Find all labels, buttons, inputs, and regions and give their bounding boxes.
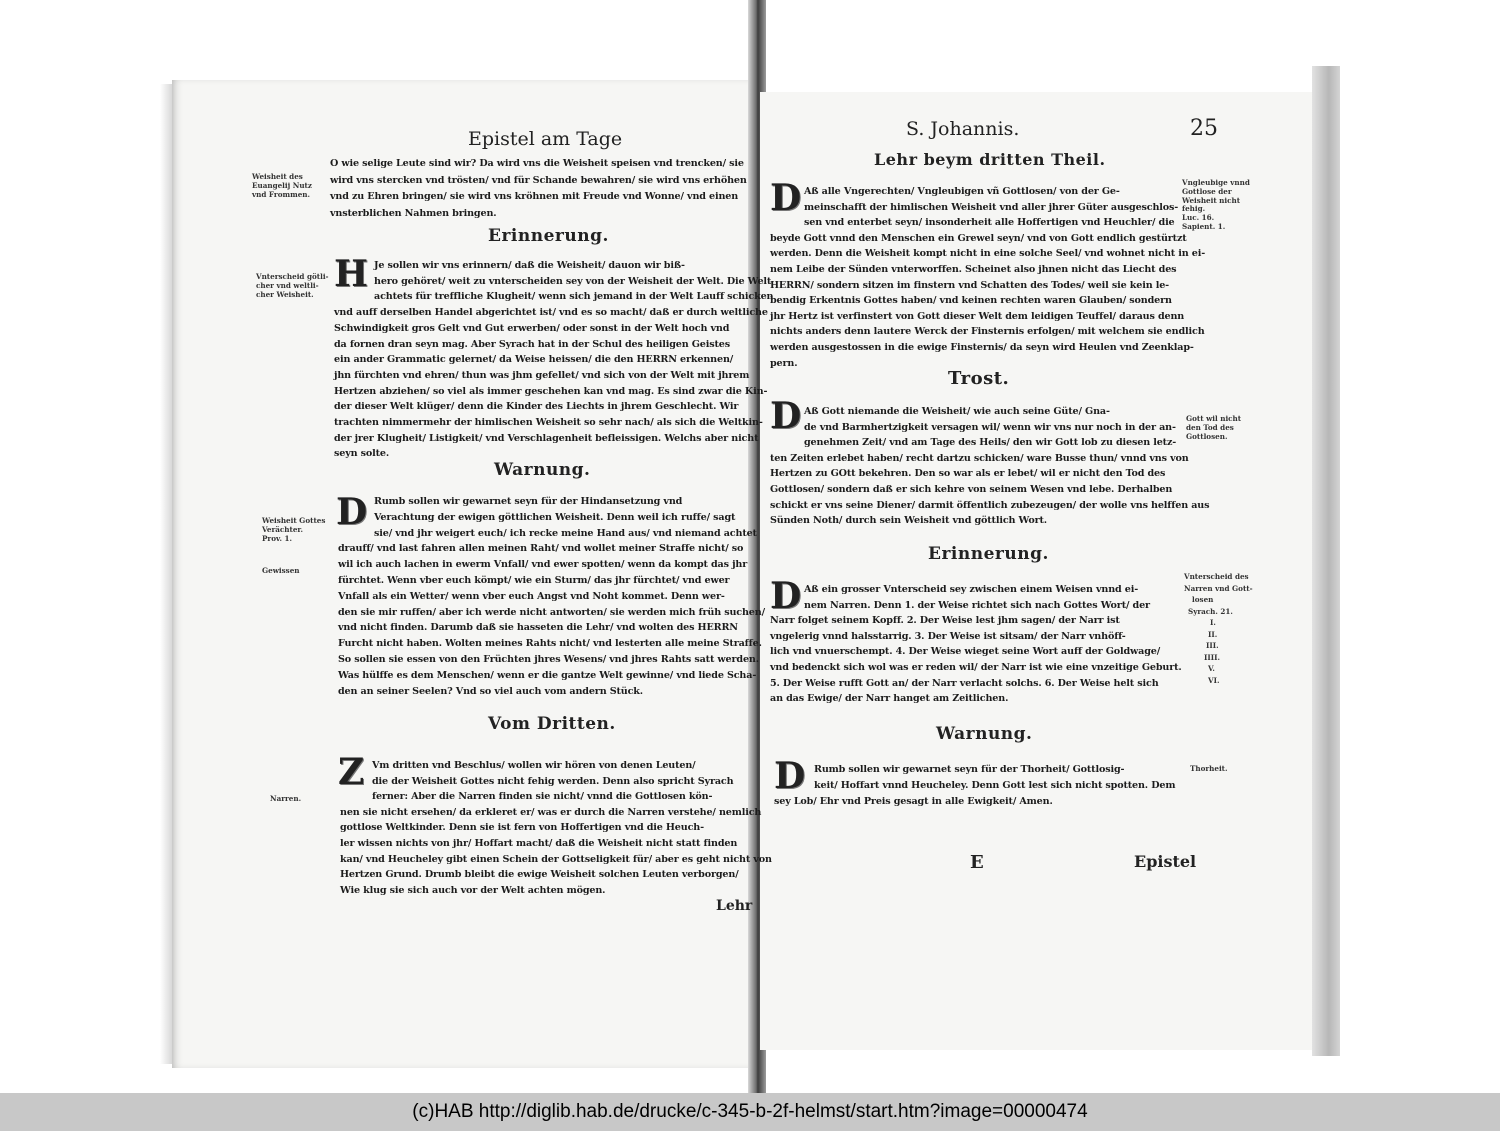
text-line: lich vnd vnuerschempt. 4. Der Weise wieget seine Wort auff der Goldwage/ xyxy=(770,646,1161,658)
text-line: nem Narren. Denn 1. der Weise richtet sich nach Gottes Wort/ der xyxy=(804,599,1150,611)
text-line: den sie mir ruffen/ aber ich werde nicht antworten/ sie werden mich früh suchen/ xyxy=(338,606,765,618)
margin-note-line: cher vnd weltli- xyxy=(256,281,319,290)
margin-note-line: cher Weisheit. xyxy=(256,290,314,299)
text-line: ferner: Aber die Narren finden sie nicht/ vnnd die Gottlosen kön- xyxy=(372,791,713,803)
margin-note-line: VI. xyxy=(1208,675,1220,685)
left-initial-d: D xyxy=(336,491,368,533)
text-line: achtets für treffliche Klugheit/ wenn sich jemand in der Welt Lauff schicken xyxy=(374,291,774,303)
left-note-narren: Narren. xyxy=(270,794,302,803)
right-note-thorheit: Thorheit. xyxy=(1190,764,1228,773)
text-line: Narr folget seinem Kopff. 2. Der Weise lest jhm sagen/ der Narr ist xyxy=(770,615,1120,627)
margin-note-line: Gottlose der xyxy=(1182,186,1232,196)
text-line: O wie selige Leute sind wir? Da wird vns die Weisheit speisen vnd trencken/ sie xyxy=(330,158,744,169)
text-line: Vm dritten vnd Beschlus/ wollen wir hören von denen Leuten/ xyxy=(372,760,696,771)
right-initial-d1: D xyxy=(770,177,802,219)
right-initial-d4: D xyxy=(774,755,806,797)
right-heading-erinnerung: Erinnerung. xyxy=(928,544,1049,564)
left-running-head: Epistel am Tage xyxy=(468,128,623,150)
text-line: seyn solte. xyxy=(334,448,390,460)
text-line: vnd bedenckt sich wol was er reden wil/ der Narr ist wie eine vnzeitige Geburt. xyxy=(770,662,1182,673)
margin-note-line: V. xyxy=(1208,664,1215,673)
right-signature-mark: E xyxy=(970,852,984,873)
margin-note-line: Sapient. 1. xyxy=(1182,222,1226,231)
text-line: 5. Der Weise rufft Gott an/ der Narr verlacht solchs. 6. Der Weise helt sich xyxy=(770,677,1159,689)
text-line: Schwindigkeit gros Gelt vnd Gut erwerben/ oder sonst in der Welt hoch vnd xyxy=(334,322,730,334)
left-heading-warnung: Warnung. xyxy=(494,460,591,480)
text-line: der dieser Welt klüger/ denn die Kinder des Liechts in jhrem Geschlecht. Wir xyxy=(334,401,739,413)
left-note-gewissen: Gewissen xyxy=(262,566,300,575)
text-line: pern. xyxy=(770,357,798,369)
text-line: nen sie nicht ersehen/ da erkleret er/ was er durch die Narren verstehe/ nemlich xyxy=(340,806,762,818)
margin-note-line: Narren vnd Gott- xyxy=(1184,583,1253,593)
text-line: Was hülffe es dem Menschen/ wenn er die gantze Welt gewinne/ vnd liede Scha- xyxy=(338,669,757,681)
text-line: vnd nicht finden. Darumb daß sie hasseten die Lehr/ vnd wolten des HERRN xyxy=(338,622,738,634)
text-line: nichts anders denn lautere Werck der Finsternis erfolgen/ mit welchem sie endlich xyxy=(770,326,1205,338)
text-line: da fornen dran seyn mag. Aber Syrach hat in der Schul des heiligen Geistes xyxy=(334,338,730,350)
right-heading-trost: Trost. xyxy=(948,368,1010,389)
text-line: vnd zu Ehren bringen/ sie wird vns kröhnen mit Freude vnd Wonne/ vnd einen xyxy=(330,191,739,202)
right-page-edge xyxy=(1312,66,1340,1056)
text-line: hero gehöret/ weit zu vnterscheiden sey von der Weisheit der Welt. Die Welt xyxy=(374,275,772,287)
text-line: werden. Denn die Weisheit kompt nicht in eine solche Seel/ vnd wohnet nicht in ei- xyxy=(770,248,1206,260)
margin-note-line: IIII. xyxy=(1204,652,1220,662)
text-line: ler wissen nichts von jhr/ Hoffart macht/ daß die Weisheit nicht statt finden xyxy=(340,838,738,849)
text-line: Sünden Noth/ durch sein Weisheit vnd göttlich Wort. xyxy=(770,515,1047,527)
archive-credit-footer xyxy=(0,1093,1500,1131)
text-line: wird vns stercken vnd trösten/ vnd für Schande bewahren/ sie wird vns erhöhen xyxy=(330,174,747,186)
margin-note-line: losen xyxy=(1192,595,1214,604)
text-line: an das Ewige/ der Narr hanget am Zeitlichen. xyxy=(770,693,1009,705)
text-line: keit/ Hoffart vnnd Heucheley. Denn Gott lest sich nicht spotten. Dem xyxy=(814,779,1176,791)
text-line: HERRN/ sondern sitzen im finstern vnd Schatten des Todes/ weil sie kein le- xyxy=(770,279,1169,291)
margin-note-line: Vnterscheid götli- xyxy=(256,272,329,281)
text-line: fürchtet. Wenn vber euch kömpt/ wie ein Sturm/ das jhr fürchtet/ vnd ewer xyxy=(338,575,730,586)
margin-note-line: Gottlosen. xyxy=(1186,432,1228,441)
left-initial-h: H xyxy=(334,253,369,295)
margin-note-line: Verächter. xyxy=(262,525,304,534)
margin-note-line: Weisheit des xyxy=(252,172,303,181)
text-line: sen vnd enterbet seyn/ insonderheit alle Hoffertigen vnd Heuchler/ die xyxy=(804,217,1175,229)
margin-note-line: Gott wil nicht xyxy=(1186,414,1242,423)
text-line: genehmen Zeit/ vnd am Tage des Heils/ den wir Gott lob zu diesen letz- xyxy=(804,437,1177,449)
text-line: Aß ein grosser Vnterscheid sey zwischen einem Weisen vnnd ei- xyxy=(804,584,1139,595)
margin-note-line: II. xyxy=(1208,629,1218,639)
margin-note-line: Vngleubige vnnd xyxy=(1182,178,1250,187)
text-line: wil ich auch lachen in ewerm Vnfall/ vnd ewer spotten/ wenn da kompt das jhr xyxy=(338,559,748,571)
text-line: vngelerig vnnd halsstarrig. 3. Der Weise ist sitsam/ der Narr vnhöff- xyxy=(770,630,1126,642)
text-line: ein ander Grammatic gelernet/ da Weise heissen/ die den HERRN erkennen/ xyxy=(334,354,734,366)
right-initial-d3: D xyxy=(770,575,802,617)
right-page-number: 25 xyxy=(1190,116,1218,141)
margin-note-line: den Tod des xyxy=(1186,423,1234,432)
text-line: So sollen sie essen von den Früchten jhres Wesens/ vnd jhres Rahts satt werden. xyxy=(338,654,759,665)
margin-note-line: Weisheit nicht xyxy=(1182,195,1241,205)
text-line: sie/ vnd jhr weigert euch/ ich recke meine Hand aus/ vnd niemand achtet xyxy=(374,527,757,539)
text-line: Je sollen wir vns erinnern/ daß die Weisheit/ dauon wir biß- xyxy=(374,260,685,271)
text-line: vnd auff derselben Handel abgerichtet ist/ vnd es so macht/ daß er durch weltliche xyxy=(334,307,768,319)
right-initial-d2: D xyxy=(770,395,802,437)
margin-note-line: fehig. xyxy=(1182,204,1206,214)
margin-note-line: I. xyxy=(1210,618,1216,627)
left-heading-vom-dritten: Vom Dritten. xyxy=(488,714,616,734)
text-line: nem Leibe der Sünden vnterworffen. Scheinet also jhnen nicht das Liecht des xyxy=(770,264,1177,275)
right-catchword: Epistel xyxy=(1134,852,1197,871)
text-line: de vnd Barmhertzigkeit versagen wil/ wenn wir vns nur noch in der an- xyxy=(804,421,1176,433)
text-line: Furcht nicht haben. Wolten meines Rahts nicht/ vnd lesterten alle meine Straffe. xyxy=(338,638,762,650)
margin-note-line: III. xyxy=(1206,641,1219,650)
left-page xyxy=(172,80,753,1068)
margin-note-line: Euangelij Nutz xyxy=(252,181,312,190)
footer-credit-text: (c)HAB http://diglib.hab.de/drucke/c-345-b-2f-helmst/start.htm?image=00000474 xyxy=(412,1101,1088,1122)
text-line: sey Lob/ Ehr vnd Preis gesagt in alle Ewigkeit/ Amen. xyxy=(774,795,1053,807)
right-subheading: Lehr beym dritten Theil. xyxy=(874,150,1106,169)
text-line: ten Zeiten erlebet haben/ recht dartzu schicken/ ware Busse thun/ vnnd vns von xyxy=(770,452,1189,464)
left-heading-erinnerung: Erinnerung. xyxy=(488,226,609,246)
margin-note-line: Luc. 16. xyxy=(1182,213,1215,223)
text-line: den an seiner Seelen? Vnd so viel auch vom andern Stück. xyxy=(338,685,643,697)
text-line: Hertzen abziehen/ so viel als immer geschehen kan vnd mag. Es sind zwar die Kin- xyxy=(334,385,768,397)
right-running-head: S. Johannis. xyxy=(906,118,1020,140)
text-line: die der Weisheit Gottes nicht fehig werden. Denn also spricht Syrach xyxy=(372,775,734,787)
text-line: werden ausgestossen in die ewige Finsternis/ da seyn wird Heulen vnd Zeenklap- xyxy=(770,342,1194,353)
margin-note-line: vnd Frommen. xyxy=(252,190,310,199)
left-initial-z: Z xyxy=(338,751,365,793)
text-line: Wie klug sie sich auch vor der Welt achten mögen. xyxy=(340,884,606,896)
margin-note-line: Weisheit Gottes xyxy=(262,516,326,525)
text-line: Vnfall als ein Wetter/ wenn vber euch Angst vnd Noht kommet. Denn wer- xyxy=(338,590,725,602)
text-line: gottlose Weltkinder. Denn sie ist fern von Hoffertigen vnd die Heuch- xyxy=(340,822,704,834)
text-line: Hertzen zu GOtt bekehren. Den so war als er lebet/ wil er nicht den Tod des xyxy=(770,468,1166,480)
text-line: Gottlosen/ sondern daß er sich kehre von seinem Wesen vnd lebe. Derhalben xyxy=(770,484,1173,495)
margin-note-line: Vnterscheid des xyxy=(1184,572,1249,581)
text-line: drauff/ vnd last fahren allen meinen Raht/ vnd wollet meiner Straffe nicht/ so xyxy=(338,543,744,555)
text-line: trachten nimmermehr der himlischen Weisheit so sehr nach/ als sich die Weltkin- xyxy=(334,417,763,428)
text-line: jhr Hertz ist verfinstert von Gott dieser Welt dem leidigen Teuffel/ daraus denn xyxy=(770,310,1185,322)
text-line: Hertzen Grund. Drumb bleibt die ewige Weisheit solchen Leuten verborgen/ xyxy=(340,869,739,881)
text-line: bendig Erkentnis Gottes haben/ vnd keinen rechten waren Glauben/ sondern xyxy=(770,295,1172,307)
text-line: jhn fürchten vnd ehren/ thun was jhm gefellet/ vnd sich von der Welt mit jhrem xyxy=(334,369,750,381)
text-line: kan/ vnd Heucheley gibt einen Schein der Gottseligkeit für/ aber es geht nicht von xyxy=(340,853,772,865)
text-line: Aß Gott niemande die Weisheit/ wie auch seine Güte/ Gna- xyxy=(804,406,1110,417)
margin-note-line: Prov. 1. xyxy=(262,534,292,543)
left-catchword: Lehr xyxy=(716,898,753,914)
text-line: schickt er vns seine Diener/ darmit öffentlich zubezeugen/ der wolle vns helffen aus xyxy=(770,499,1210,511)
text-line: vnsterblichen Nahmen bringen. xyxy=(330,207,497,219)
text-line: meinschafft der himlischen Weisheit vnd aller jhrer Güter ausgeschlos- xyxy=(804,201,1179,213)
text-line: Rumb sollen wir gewarnet seyn für der Hindansetzung vnd xyxy=(374,496,683,507)
right-heading-warnung: Warnung. xyxy=(936,724,1033,744)
text-line: Aß alle Vngerechten/ Vngleubigen vñ Gottlosen/ von der Ge- xyxy=(804,186,1120,197)
margin-note-line: Syrach. 21. xyxy=(1188,606,1233,616)
text-line: beyde Gott vnnd den Menschen ein Grewel seyn/ vnd von Gott endlich gestürtzt xyxy=(770,232,1187,244)
text-line: Rumb sollen wir gewarnet seyn für der Thorheit/ Gottlosig- xyxy=(814,764,1125,775)
text-line: Verachtung der ewigen göttlichen Weisheit. Denn weil ich ruffe/ sagt xyxy=(374,511,736,523)
text-line: der jrer Klugheit/ Listigkeit/ vnd Verschlagenheit befleissigen. Welchs aber nicht xyxy=(334,432,759,444)
